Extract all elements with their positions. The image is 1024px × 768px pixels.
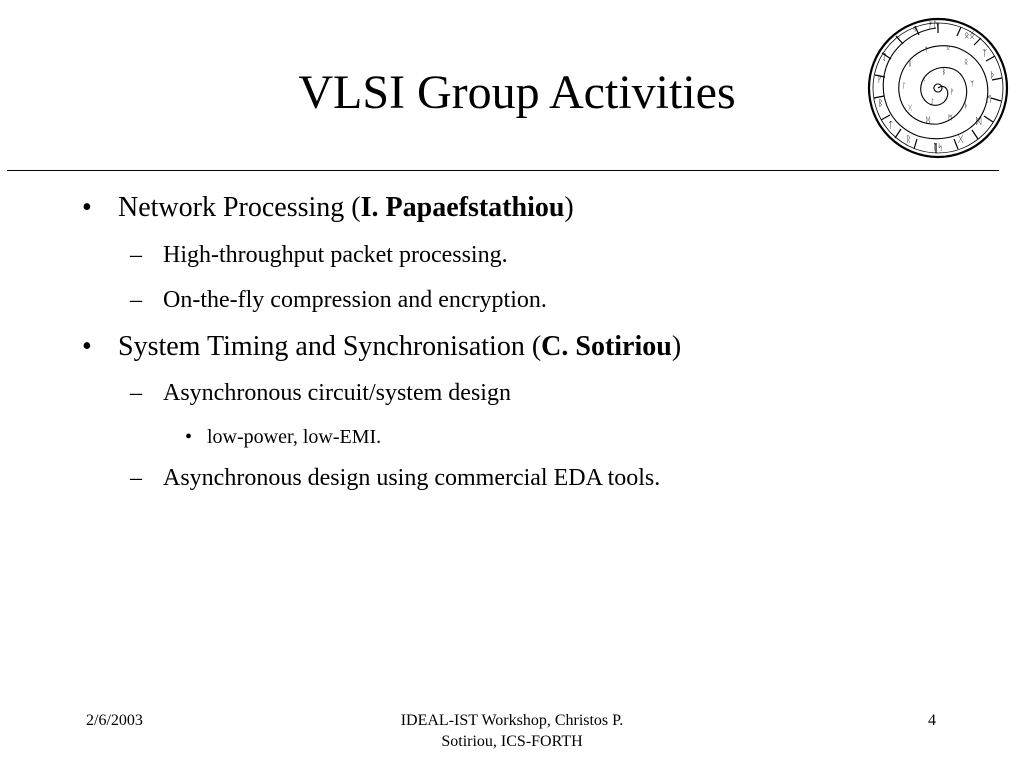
footer-page-number: 4 bbox=[928, 712, 936, 729]
bullet-text: Network Processing ( bbox=[118, 192, 361, 223]
svg-text:ᛉ: ᛉ bbox=[970, 80, 975, 88]
sub-bullet-eda-tools bbox=[130, 463, 661, 493]
sub-sub-bullet-low-power bbox=[185, 424, 382, 450]
svg-text:ᛗ: ᛗ bbox=[948, 114, 953, 122]
sub-bullet-text: Asynchronous circuit/system design bbox=[163, 380, 511, 406]
svg-text:ᛇ: ᛇ bbox=[882, 53, 888, 63]
sub-bullet-async-design bbox=[130, 378, 511, 408]
svg-text:ᚷ: ᚷ bbox=[908, 104, 913, 112]
svg-text:ᛃ: ᛃ bbox=[912, 25, 918, 35]
sub-bullet-marker: – bbox=[130, 242, 142, 268]
bullet-text: System Timing and Synchronisation ( bbox=[118, 331, 542, 362]
bullet-close: ) bbox=[671, 331, 682, 362]
svg-text:ᛚᛋ: ᛚᛋ bbox=[932, 143, 943, 153]
sub-bullet-compression bbox=[130, 285, 547, 315]
sub-sub-bullet-marker: • bbox=[185, 426, 193, 448]
svg-text:ᚦ: ᚦ bbox=[990, 71, 996, 81]
svg-text:ᛞ: ᛞ bbox=[976, 117, 982, 127]
svg-text:ᛒ: ᛒ bbox=[942, 68, 947, 76]
svg-text:ᛚ: ᛚ bbox=[902, 82, 907, 90]
sub-bullet-marker: – bbox=[130, 287, 142, 313]
svg-text:ᚦ: ᚦ bbox=[964, 102, 969, 110]
sub-sub-bullet-text: low-power, low-EMI. bbox=[207, 426, 382, 448]
svg-text:ᚹ: ᚹ bbox=[950, 88, 955, 96]
sub-bullet-text: On-the-fly compression and encryption. bbox=[163, 287, 547, 313]
svg-text:ᛟ: ᛟ bbox=[946, 44, 951, 52]
svg-text:ᚷ: ᚷ bbox=[958, 135, 964, 145]
svg-text:ᚱ: ᚱ bbox=[908, 60, 913, 68]
svg-text:ᚠᚢ: ᚠᚢ bbox=[928, 21, 939, 31]
svg-text:ᛇ: ᛇ bbox=[930, 98, 935, 106]
svg-text:ᛞ: ᛞ bbox=[926, 116, 931, 124]
sub-bullet-marker: – bbox=[130, 465, 142, 491]
bullet-network-processing bbox=[82, 191, 574, 225]
sub-bullet-text: High-throughput packet processing. bbox=[163, 242, 508, 268]
svg-text:ᚱ: ᚱ bbox=[906, 135, 912, 145]
svg-text:ᚲ: ᚲ bbox=[922, 76, 927, 84]
bullet-close: ) bbox=[564, 192, 574, 223]
svg-text:ᚹ: ᚹ bbox=[877, 75, 883, 85]
bullet-marker: • bbox=[82, 192, 92, 223]
svg-text:ᚲ: ᚲ bbox=[896, 35, 902, 45]
svg-text:ᛒ: ᛒ bbox=[878, 99, 884, 109]
footer-title-line1: IDEAL-IST Workshop, Christos P. bbox=[400, 712, 624, 729]
bullet-marker: • bbox=[82, 331, 92, 362]
bullet-author: C. Sotiriou bbox=[541, 331, 672, 362]
sub-bullet-packet-processing bbox=[130, 240, 508, 270]
sub-bullet-marker: – bbox=[130, 380, 142, 406]
bullet-system-timing bbox=[82, 330, 682, 364]
svg-text:ᛉ: ᛉ bbox=[982, 49, 988, 59]
footer-title-line2: Sotiriou, ICS-FORTH bbox=[441, 733, 583, 750]
sub-bullet-text: Asynchronous design using commercial EDA tools. bbox=[163, 465, 661, 491]
svg-text:ᛏ: ᛏ bbox=[924, 46, 929, 54]
slide-title: VLSI Group Activities bbox=[298, 66, 736, 119]
footer-title bbox=[362, 710, 662, 752]
bullet-author: I. Papaefstathiou bbox=[360, 192, 565, 223]
footer-date: 2/6/2003 bbox=[86, 712, 143, 729]
svg-text:ᛏ: ᛏ bbox=[888, 121, 894, 131]
svg-text:ᛟᛝ: ᛟᛝ bbox=[964, 31, 975, 41]
svg-text:ᛝ: ᛝ bbox=[964, 58, 969, 66]
svg-text:ᛗ: ᛗ bbox=[986, 95, 992, 105]
